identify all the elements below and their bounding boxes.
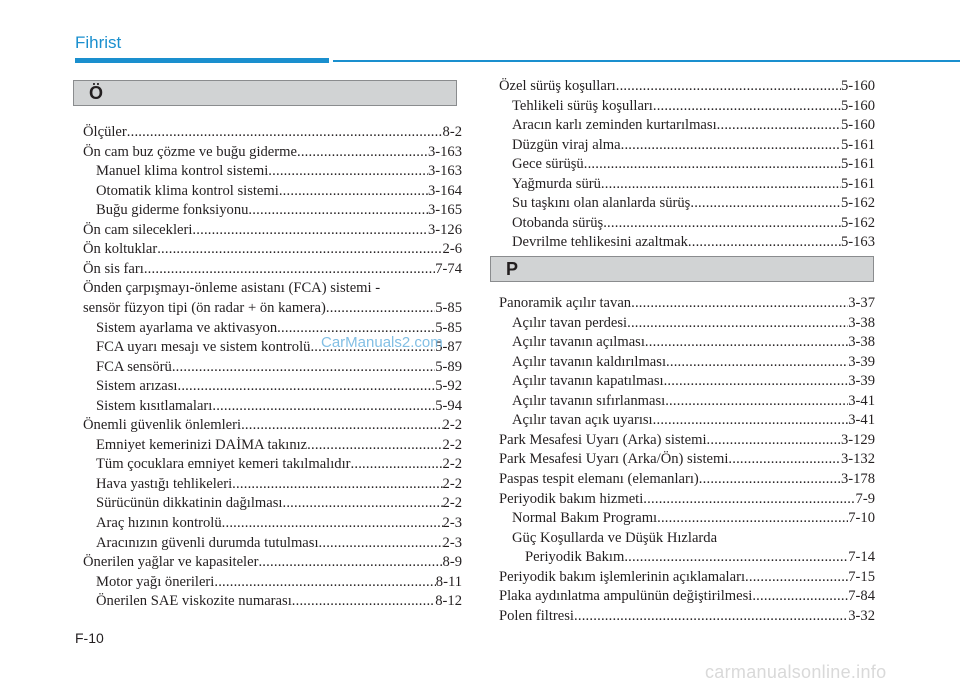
- dot-leader: [258, 553, 442, 571]
- index-entry: [96, 436, 462, 454]
- index-entry: [499, 470, 875, 488]
- dot-leader: [657, 509, 848, 527]
- dot-leader: [717, 116, 841, 134]
- entry-page: 3-41: [848, 392, 875, 409]
- entry-title: FCA sensörü: [96, 358, 172, 375]
- entry-page: 3-126: [427, 221, 462, 238]
- entry-title: Otobanda sürüş: [512, 214, 604, 231]
- index-entry: [96, 514, 462, 532]
- footer-brand: carmanualsonline.info: [705, 662, 887, 682]
- index-entry: [83, 240, 462, 258]
- index-entry: [96, 397, 462, 415]
- entry-page: 3-164: [427, 182, 462, 199]
- index-entry: [499, 431, 875, 449]
- dot-leader: [621, 136, 841, 154]
- entry-page: 7-10: [848, 510, 875, 527]
- section-header-p: [490, 256, 874, 282]
- entry-title: Açılır tavan açık uyarısı: [512, 412, 653, 429]
- entry-page: 5-85: [435, 319, 462, 336]
- entry-title: Sistem ayarlama ve aktivasyon: [96, 319, 278, 336]
- dot-leader: [222, 514, 443, 532]
- index-entry: [96, 358, 462, 376]
- entry-page: 3-163: [427, 143, 462, 160]
- entry-title: Sürücünün dikkatinin dağılması: [96, 495, 283, 512]
- index-entry: [512, 194, 875, 212]
- entry-title: Açılır tavan perdesi: [512, 314, 628, 331]
- entry-page: 3-38: [848, 334, 875, 351]
- index-entry: [512, 175, 875, 193]
- entry-page: 5-161: [840, 136, 875, 153]
- page-number: F-10: [75, 630, 104, 646]
- entry-page: 3-178: [840, 470, 875, 487]
- entry-title: Tüm çocuklara emniyet kemeri takılmalıdır: [96, 456, 351, 473]
- dot-leader: [307, 436, 442, 454]
- dot-leader: [688, 233, 841, 251]
- index-entry: [96, 455, 462, 473]
- entry-page: 7-74: [435, 260, 462, 277]
- index-entry: [512, 233, 875, 251]
- entry-page: 5-87: [435, 339, 462, 356]
- index-entry: [512, 97, 875, 115]
- header-bar-thin: [333, 60, 960, 62]
- index-entry: [512, 353, 875, 371]
- index-entry: [512, 155, 875, 173]
- entry-page: 5-160: [840, 97, 875, 114]
- index-entry: [512, 372, 875, 390]
- entry-title: Önemli güvenlik önlemleri: [83, 417, 242, 434]
- dot-leader: [279, 182, 428, 200]
- dot-leader: [214, 573, 435, 591]
- entry-page: 5-162: [840, 214, 875, 231]
- entry-page: 2-2: [442, 495, 462, 512]
- entry-page: 8-9: [442, 554, 462, 571]
- index-entry: [83, 279, 462, 297]
- entry-page: 7-84: [848, 588, 875, 605]
- dot-leader: [653, 411, 849, 429]
- index-entry: [499, 587, 875, 605]
- entry-title: Polen filtresi: [499, 607, 574, 624]
- dot-leader: [319, 534, 443, 552]
- index-entry: [96, 592, 462, 610]
- entry-page: 5-160: [840, 117, 875, 134]
- entry-title: Açılır tavanın kaldırılması: [512, 353, 667, 370]
- entry-page: 3-132: [840, 451, 875, 468]
- entry-title: Paspas tespit elemanı (elemanları): [499, 470, 699, 487]
- entry-page: 5-160: [840, 78, 875, 94]
- index-entry: [83, 143, 462, 161]
- dot-leader: [157, 240, 442, 258]
- entry-page: 3-39: [848, 373, 875, 390]
- index-entry: [525, 548, 875, 566]
- entry-title: Aracın karlı zeminden kurtarılması: [512, 117, 717, 134]
- entry-title: Ön cam silecekleri: [83, 221, 193, 238]
- entry-page: 3-32: [848, 607, 875, 624]
- entry-page: 3-37: [848, 295, 875, 311]
- dot-leader: [282, 494, 442, 512]
- index-entry: [96, 573, 462, 591]
- entry-page: 3-163: [427, 163, 462, 180]
- entry-title: Açılır tavanın açılması: [512, 334, 645, 351]
- entry-page: 7-9: [855, 490, 875, 507]
- index-entry: [96, 162, 462, 180]
- dot-leader: [212, 397, 435, 415]
- index-entry: [512, 214, 875, 232]
- dot-leader: [292, 592, 435, 610]
- dot-leader: [624, 548, 848, 566]
- dot-leader: [752, 587, 848, 605]
- index-entry: [499, 490, 875, 508]
- entry-title: Yağmurda sürü: [512, 175, 601, 192]
- entry-title: Ön sis farı: [83, 260, 144, 277]
- dot-leader: [268, 162, 428, 180]
- dot-leader: [728, 450, 841, 468]
- dot-leader: [666, 353, 848, 371]
- entry-title: Ön cam buz çözme ve buğu giderme: [83, 143, 297, 160]
- dot-leader: [574, 607, 848, 625]
- dot-leader: [643, 490, 855, 508]
- dot-leader: [127, 123, 443, 141]
- entry-title: Açılır tavanın sıfırlanması: [512, 392, 666, 409]
- entry-page: 5-162: [840, 195, 875, 212]
- dot-leader: [699, 470, 841, 488]
- dot-leader: [584, 155, 841, 173]
- entry-title: Motor yağı önerileri: [96, 573, 215, 590]
- entry-page: 3-41: [848, 412, 875, 429]
- entry-title: Plaka aydınlatma ampulünün değiştirilmesi: [499, 588, 753, 605]
- index-entry: [96, 201, 462, 219]
- entry-page: 3-39: [848, 353, 875, 370]
- dot-leader: [664, 372, 849, 390]
- dot-leader: [297, 143, 428, 161]
- index-entry: [512, 136, 875, 154]
- entry-title: Park Mesafesi Uyarı (Arka) sistemi: [499, 431, 707, 448]
- index-entry: [512, 314, 875, 332]
- entry-page: 5-161: [840, 156, 875, 173]
- section-letter: P: [506, 259, 519, 279]
- entry-page: 3-165: [427, 202, 462, 219]
- entry-page: 7-15: [848, 568, 875, 585]
- entry-page: 2-2: [442, 436, 462, 453]
- index-entry: [83, 221, 462, 239]
- index-entry: [83, 553, 462, 571]
- entry-page: 2-6: [442, 241, 462, 258]
- entry-page: 3-38: [848, 314, 875, 331]
- section-letter: Ö: [89, 83, 104, 103]
- entry-title: Gece sürüşü: [512, 156, 584, 173]
- entry-title: Hava yastığı tehlikeleri: [96, 475, 233, 492]
- dot-leader: [745, 568, 848, 586]
- entry-page: 3-129: [840, 431, 875, 448]
- entry-title: Periyodik bakım işlemlerinin açıklamaları: [499, 568, 745, 585]
- section-header-o: [73, 80, 457, 106]
- entry-title: Sistem kısıtlamaları: [96, 397, 213, 414]
- dot-leader: [707, 431, 841, 449]
- dot-leader: [232, 475, 442, 493]
- index-entry: [512, 333, 875, 351]
- entry-page: 8-12: [435, 593, 462, 610]
- entry-title: Devrilme tehlikesini azaltmak: [512, 234, 688, 251]
- index-entry: [83, 416, 462, 434]
- index-entry: [83, 260, 462, 278]
- dot-leader: [192, 221, 428, 239]
- entry-title: Açılır tavanın kapatılması: [512, 373, 664, 390]
- entry-page: 2-2: [442, 475, 462, 492]
- dot-leader: [351, 455, 443, 473]
- entry-page: 5-85: [435, 299, 462, 316]
- index-entry: [96, 182, 462, 200]
- index-entry: [96, 534, 462, 552]
- index-entry: [499, 450, 875, 468]
- dot-leader: [172, 358, 435, 376]
- index-entry: [83, 123, 462, 141]
- entry-title: FCA uyarı mesajı ve sistem kontrolü: [96, 339, 311, 356]
- entry-title: Su taşkını olan alanlarda sürüş: [512, 195, 691, 212]
- index-entry: [83, 299, 462, 317]
- index-entry: [499, 568, 875, 586]
- index-entry: [96, 475, 462, 493]
- dot-leader: [645, 333, 848, 351]
- entry-title: Periyodik Bakım: [525, 549, 625, 566]
- entry-page: 2-2: [442, 417, 462, 434]
- dot-leader: [326, 299, 435, 317]
- entry-title: Önerilen yağlar ve kapasiteler: [83, 554, 259, 571]
- entry-page: 8-2: [442, 124, 462, 140]
- index-entry: [499, 607, 875, 625]
- index-entry: [512, 411, 875, 429]
- entry-title: Normal Bakım Programı: [512, 510, 658, 527]
- index-entry: [499, 294, 875, 312]
- entry-title: Park Mesafesi Uyarı (Arka/Ön) sistemi: [499, 451, 729, 468]
- entry-title: sensör füzyon tipi (ön radar + ön kamera): [83, 299, 326, 316]
- entry-title: Aracınızın güvenli durumda tutulması: [96, 534, 319, 551]
- entry-page: 2-3: [442, 515, 462, 531]
- entry-page: 5-89: [435, 358, 462, 375]
- entry-title: Önerilen SAE viskozite numarası: [96, 593, 292, 610]
- index-entry: [96, 494, 462, 512]
- entry-page: 2-2: [442, 456, 462, 473]
- entry-page: 7-14: [848, 549, 875, 566]
- index-entry: [512, 392, 875, 410]
- dot-leader: [627, 314, 848, 332]
- entry-page: 5-161: [840, 175, 875, 192]
- index-entry: [512, 116, 875, 134]
- dot-leader: [616, 77, 841, 95]
- watermark-text: CarManuals2.com: [321, 334, 443, 351]
- dot-leader: [241, 416, 442, 434]
- entry-title: Araç hızının kontrolü: [96, 515, 222, 531]
- entry-page: 5-163: [840, 234, 875, 251]
- index-entry: [512, 529, 875, 547]
- dot-leader: [248, 201, 428, 219]
- index-entry: [96, 377, 462, 395]
- dot-leader: [631, 294, 848, 312]
- entry-title: Manuel klima kontrol sistemi: [96, 163, 269, 180]
- entry-title: Buğu giderme fonksiyonu: [96, 202, 249, 219]
- entry-title: Otomatik klima kontrol sistemi: [96, 182, 279, 199]
- entry-title: Ölçüler: [83, 124, 127, 140]
- dot-leader: [653, 97, 841, 115]
- entry-title: Güç Koşullarda ve Düşük Hızlarda: [512, 529, 718, 546]
- entry-page: 5-94: [435, 397, 462, 414]
- entry-page: 5-92: [435, 378, 462, 395]
- entry-title: Önden çarpışmayı-önleme asistanı (FCA) sistemi -: [83, 280, 381, 297]
- page-title: Fihrist: [75, 33, 122, 52]
- entry-title: Emniyet kemerinizi DAİMA takınız: [96, 436, 308, 453]
- index-entry: [512, 509, 875, 527]
- entry-title: Düzgün viraj alma: [512, 136, 621, 153]
- dot-leader: [690, 194, 841, 212]
- entry-page: 2-3: [442, 534, 462, 551]
- entry-title: Özel sürüş koşulları: [499, 78, 616, 94]
- dot-leader: [177, 377, 435, 395]
- dot-leader: [601, 175, 841, 193]
- index-entry: [499, 77, 875, 95]
- dot-leader: [603, 214, 841, 232]
- entry-title: Tehlikeli sürüş koşulları: [512, 97, 653, 114]
- entry-title: Ön koltuklar: [83, 241, 158, 258]
- entry-title: Sistem arızası: [96, 378, 178, 395]
- entry-title: Panoramik açılır tavan: [499, 295, 632, 311]
- header-bar-thick: [75, 58, 329, 63]
- entry-title: Periyodik bakım hizmeti: [499, 490, 644, 507]
- dot-leader: [144, 260, 435, 278]
- entry-page: 8-11: [435, 573, 462, 590]
- dot-leader: [665, 392, 848, 410]
